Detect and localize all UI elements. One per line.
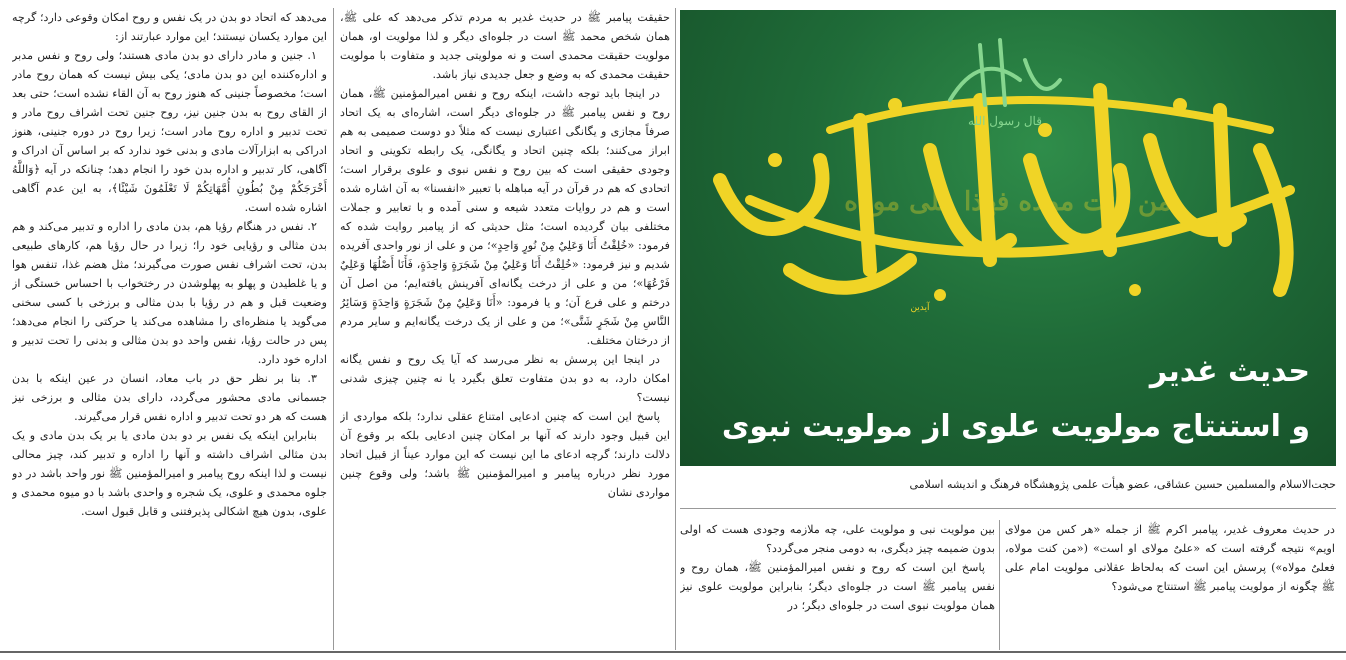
paragraph: پاسخ این است که چنین ادعایی امتناع عقلی ندارد؛ بلکه مواردی از این قبیل وجود دارند که آنها بر امکان چنین ادعایی بلکه بر وقوع آن دلالت دارند؛ گرچه ادعای ما این نیست که این موارد عیناً از قبیل اتحاد مورد نظر درباره پیامبر و امیرالمؤمنین ﷺ باشد؛ ولی وقوع چنین مواردی نشان	[340, 410, 670, 499]
main-calligraphy-text: من کنت مولاه فهذا علی مولاه	[844, 187, 1172, 217]
horizontal-divider	[680, 508, 1336, 509]
paragraph: می‌دهد که اتحاد دو بدن در یک نفس و روح امکان وقوعی دارد؛ گرچه این موارد یکسان نیستند؛ این موارد عبارتند از:	[12, 11, 327, 43]
headline-line-2: و استنتاج مولویت علوی از مولویت نبوی	[721, 409, 1310, 444]
column-divider	[333, 8, 334, 650]
article-column-3	[680, 520, 995, 650]
paragraph: حقیقت پیامبر ﷺ در حدیث غدیر به مردم تذکر می‌دهد که علی ﷺ، همان شخص محمد ﷺ است در جلوه‌ای دیگر و لذا مولویت او، همان مولویت حقیقت محمدی است و نه مولویتی جدید و متفاوت با مولویت حقیقت محمدی که به وضع و جعل جدیدی نیاز باشد.	[340, 11, 670, 81]
top-calligraphy	[950, 40, 1060, 105]
article-column-4	[1005, 520, 1335, 650]
paragraph: ۳. بنا بر نظر حق در باب معاد، انسان در عین اینکه با بدن جسمانی مادی محشور می‌گردد، دارای بدن مثالی و برزخی نیز هست که هر دو تحت تدبیر و اداره نفس قرار می‌گیرند.	[12, 372, 327, 423]
paragraph: ۱. جنین و مادر دارای دو بدن مادی هستند؛ ولی روح و نفس مدبر و اداره‌کننده این دو بدن مادی؛ یکی بیش نیست که همان روح مادر است؛ مخصوصاً جنینی که هنوز روح به آن القاء نشده است؛ حتی بعد از القای روح به بدن جنین نیز، روح جنین تحت اشراف روح مادر و تحت تدبیر و اداره روح مادر است؛ زیرا روح در دوره جنینی، هنوز ادراکی به ابزارآلات مادی و بدنی خود ندارد که بر اساس آن ادراک و آگاهی، کار تدبیر و اداره بدن خود را انجام دهد؛ چنانکه در آیه ﴿وَاللَّهُ أَخْرَجَكُمْ مِنْ بُطُونِ أُمَّهَاتِكُمْ لَا تَعْلَمُونَ شَيْئًا﴾، به این عدم آگاهی اشاره شده است.	[12, 49, 327, 214]
article-column-1	[12, 8, 327, 648]
headline-banner	[680, 10, 1336, 466]
headline-line-1: حدیث غدیر	[1149, 354, 1310, 389]
column-divider	[999, 520, 1000, 650]
author-byline: حجت‌الاسلام والمسلمین حسین عشاقی، عضو هیأت علمی پژوهشگاه فرهنگ و اندیشه اسلامی	[909, 478, 1336, 491]
article-column-2	[340, 8, 670, 648]
page-bottom-border	[0, 651, 1346, 653]
paragraph: در اینجا این پرسش به نظر می‌رسد که آیا یک روح و نفس یگانه امکان دارد، به دو بدن متفاوت تعلق بگیرد یا نه چنین چیزی شدنی نیست؟	[340, 353, 670, 404]
paragraph: در حدیث معروف غدیر، پیامبر اکرم ﷺ از جمله «هر کس من مولای اویم» نتیجه گرفته است که «علیٌ مولای او است» («من کنت مولاه، فعلیٌ مولاه») پرسش این است که به‌لحاظ عقلانی مولویت امام علی ﷺ چگونه از مولویت پیامبر ﷺ استنتاج می‌شود؟	[1005, 523, 1335, 593]
paragraph: بین مولویت نبی و مولویت علی، چه ملازمه وجودی هست که اولی بدون ضمیمه چیز دیگری، به دومی منجر می‌گردد؟	[680, 523, 995, 555]
paragraph: پاسخ این است که روح و نفس امیرالمؤمنین ﷺ، همان روح و نفس پیامبر ﷺ است در جلوه‌ای دیگر؛ بنابراین مولویت علوی نیز همان مولویت نبوی است در جلوه‌ای دیگر؛ در	[680, 561, 995, 612]
paragraph: بنابراین اینکه یک نفس بر دو بدن مادی یا بر یک بدن مادی و یک بدن مثالی اشراف داشته و آنها را اداره و تدبیر کند، چیز محالی نیست و لذا اینکه روح پیامبر و امیرالمؤمنین ﷺ نور واحد باشد در دو جلوه محمدی و علوی، یک شجره و واحدی باشد با دو میوه محمدی و علوی، بدون هیچ اشکالی پذیرفتنی و قابل قبول است.	[12, 429, 327, 518]
artist-signature: آیدین	[910, 303, 930, 313]
column-divider	[675, 8, 676, 650]
top-calligraphy-text: قال رسول الله	[968, 114, 1042, 128]
paragraph: ۲. نفس در هنگام رؤیا هم، بدن مادی را اداره و تدبیر می‌کند و هم بدن مثالی و رؤیایی خود را؛ زیرا در حال رؤیا هم، کارهای طبیعی بدن، تحت اشراف نفس صورت می‌گیرند؛ مثل هضم غذا، تنفس هوا و یا غلطیدن و پهلو به پهلوشدن در رختخواب با احساس خستگی از وضعیت قبل و هم در رؤیا با بدن مثالی و برزخی با کسی سخنی می‌گوید یا منظره‌ای را مشاهده می‌کند یا حرکتی را انجام می‌دهد؛ پس در حالت رؤیا، نفس واحد دو بدن مثالی و بدنی را تحت تدبیر و اداره خود دارد.	[12, 220, 327, 366]
paragraph: در اینجا باید توجه داشت، اینکه روح و نفس امیرالمؤمنین ﷺ، همان روح و نفس پیامبر ﷺ در جلوه‌ای دیگر است، اشاره‌ای به یک اتحاد صرفاً مجازی و یگانگی اعتباری نیست که مثلاً دو دوست صمیمی به هم ابراز می‌کنند؛ بلکه چنین اتحاد و یگانگی، یک رابطه تکوینی و اتحاد وجودی حقیقی است که بین روح و نفس نبوی و علوی برقرار است؛ اتحادی که هم در قرآن در آیه مباهله با تعبیر «انفسنا» به آن اشاره شده است و هم در روایات متعدد شیعه و سنی آمده و با تعابیر و جملات مختلفی بیان گردیده است؛ مثل حدیثی که از پیامبر روایت شده که فرمود: «خُلِقْتُ أَنَا وَعَلِيٌ مِنْ نُورٍ وَاحِدٍ»؛ من و علی از نور واحدی آفریده شدیم و نیز فرمود: «خُلِقْتُ أَنَا وَعَلِيٌ مِنْ شَجَرَةٍ وَاحِدَةٍ، فَأَنَا أَصْلُهَا وَعَلِيٌ فَرْعُهَا»؛ من و علی از درخت یگانه‌ای آفرینش یافته‌ایم؛ من اصل آن درختم و علی فرع آن؛ و یا فرمود: «أَنَا وَعَلِيٌ مِنْ شَجَرَةٍ وَاحِدَةٍ وَسَائِرُ النَّاسِ مِنْ شَجَرٍ شَتَّى»؛ من و علی از یک درخت یگانه‌ایم و سایر مردم از درختان مختلف.	[340, 87, 670, 347]
calligraphy-artwork	[680, 10, 1336, 320]
